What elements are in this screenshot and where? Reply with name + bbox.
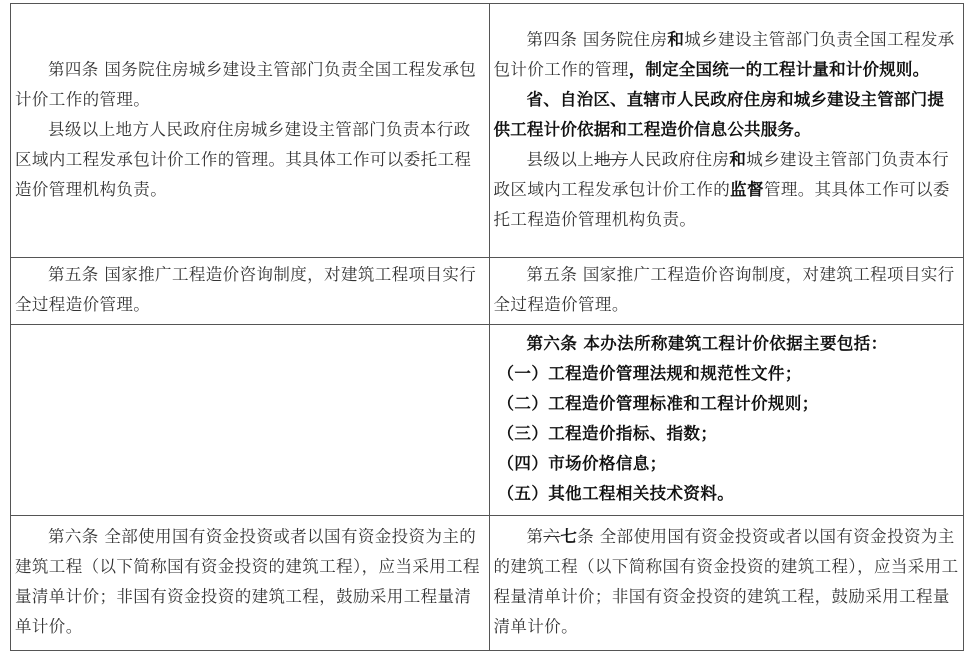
article-4-revised-para-2: 省、自治区、直辖市人民政府住房和城乡建设主管部门提供工程计价依据和工程造价信息公共服务。 bbox=[493, 89, 945, 139]
original-cell-article-5 bbox=[11, 258, 490, 325]
article-4-revised-para-3: 县级以上地方人民政府住房和城乡建设主管部门负责本行政区域内工程发承包计价工作的监督管理。其具体工作可以委托工程造价管理机构负责。 bbox=[493, 149, 950, 229]
table-row bbox=[11, 258, 964, 325]
original-cell-article-6 bbox=[11, 516, 490, 651]
deleted-text: 地方 bbox=[594, 149, 628, 169]
revised-cell-article-4 bbox=[489, 4, 963, 258]
list-item: （二）工程造价管理标准和工程计价规则； bbox=[497, 394, 819, 413]
revised-cell-article-6-new bbox=[489, 325, 963, 516]
article-7-revised-para: 第六七条 全部使用国有资金投资或者以国有资金投资为主的建筑工程（以下简称国有资金投资的建筑工程），应当采用工程量清单计价；非国有资金投资的建筑工程，鼓励采用工程量清单计价。 bbox=[493, 527, 959, 636]
article-4-original-para-2: 县级以上地方人民政府住房城乡建设主管部门负责本行政区域内工程发承包计价工作的管理。其具体工作可以委托工程造价管理机构负责。 bbox=[15, 119, 472, 199]
list-item: （四）市场价格信息； bbox=[497, 454, 667, 473]
list-item: （三）工程造价指标、指数； bbox=[497, 424, 718, 443]
added-text: 七 bbox=[560, 527, 578, 546]
article-5-revised-para: 第五条 国家推广工程造价咨询制度，对建筑工程项目实行全过程造价管理。 bbox=[493, 265, 955, 314]
original-cell-empty bbox=[11, 325, 490, 516]
list-item: （一）工程造价管理法规和规范性文件； bbox=[497, 364, 802, 383]
revised-cell-article-5 bbox=[489, 258, 963, 325]
list-item: （五）其他工程相关技术资料。 bbox=[497, 484, 735, 503]
article-4-revised-para-1: 第四条 国务院住房和城乡建设主管部门负责全国工程发承包计价工作的管理，制定全国统一的工程计量和计价规则。 bbox=[493, 29, 955, 79]
original-cell-article-4 bbox=[11, 4, 490, 258]
table-row bbox=[11, 325, 964, 516]
article-5-original-para: 第五条 国家推广工程造价咨询制度，对建筑工程项目实行全过程造价管理。 bbox=[15, 265, 477, 314]
table-row bbox=[11, 4, 964, 258]
article-4-original-para-1: 第四条 国务院住房城乡建设主管部门负责全国工程发承包计价工作的管理。 bbox=[15, 59, 477, 109]
article-6-new-heading: 第六条 本办法所称建筑工程计价依据主要包括： bbox=[526, 334, 888, 353]
deleted-text: 六 bbox=[543, 527, 561, 546]
table-row bbox=[11, 516, 964, 651]
added-text: 监督 bbox=[730, 179, 764, 199]
article-6-original-para: 第六条 全部使用国有资金投资或者以国有资金投资为主的建筑工程（以下简称国有资金投资的建筑工程），应当采用工程量清单计价；非国有资金投资的建筑工程，鼓励采用工程量清单计价。 bbox=[15, 527, 480, 636]
comparison-table bbox=[10, 3, 964, 651]
revised-cell-article-7 bbox=[489, 516, 963, 651]
